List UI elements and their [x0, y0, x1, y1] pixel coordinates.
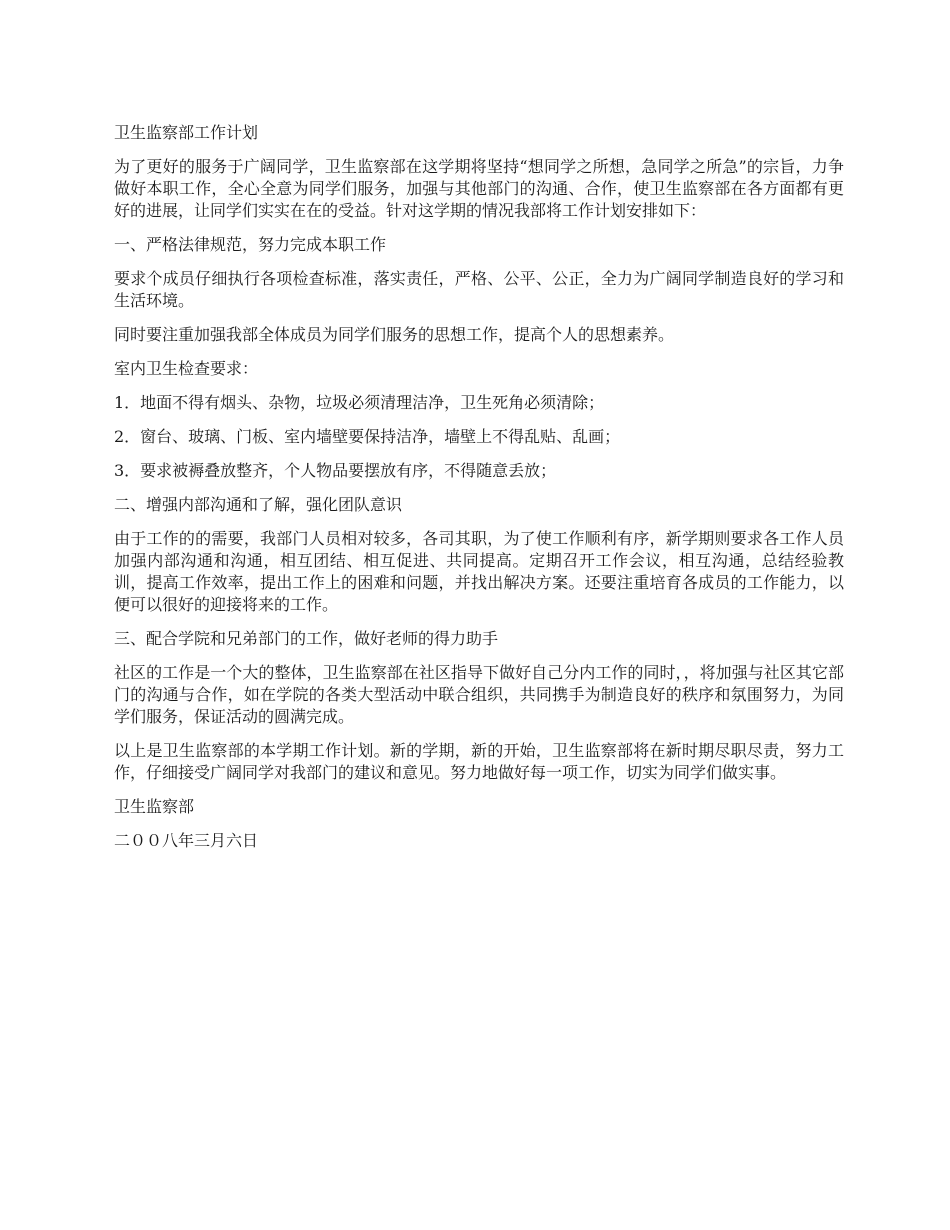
section-3-paragraph-1: 社区的工作是一个大的整体，卫生监察部在社区指导下做好自己分内工作的同时，，将加强与社区其它部门的沟通与合作，如在学院的各类大型活动中联合组织，共同携手为制造良好的秩序和氛围努力，为同学们服务，保证活动的圆满完成。 — [114, 663, 844, 726]
checklist-item-3: 3．要求被褥叠放整齐，个人物品要摆放有序，不得随意丢放； — [114, 461, 557, 480]
section-1-heading: 一、严格法律规范，努力完成本职工作 — [114, 235, 387, 254]
section-1-paragraph-1: 要求个成员仔细执行各项检查标准，落实责任，严格、公平、公正，全力为广阔同学制造良好的学习和生活环境。 — [114, 269, 844, 310]
signature: 卫生监察部 — [114, 797, 195, 816]
intro-paragraph: 为了更好的服务于广阔同学，卫生监察部在这学期将坚持“想同学之所想，急同学之所急”的宗旨，力争做好本职工作，全心全意为同学们服务，加强与其他部门的沟通、合作，使卫生监察部在各方面都有更好的进展，让同学们实实在在的受益。针对这学期的情况我部将工作计划安排如下： — [114, 157, 844, 220]
document-date: 二００八年三月六日 — [114, 831, 259, 850]
section-2-heading: 二、增强内部沟通和了解，强化团队意识 — [114, 495, 403, 514]
document-page — [114, 122, 844, 864]
section-1-paragraph-2: 同时要注重加强我部全体成员为同学们服务的思想工作，提高个人的思想素养。 — [114, 325, 675, 344]
checklist-title: 室内卫生检查要求： — [114, 359, 259, 378]
closing-paragraph: 以上是卫生监察部的本学期工作计划。新的学期，新的开始，卫生监察部将在新时期尽职尽责，努力工作，仔细接受广阔同学对我部门的建议和意见。努力地做好每一项工作，切实为同学们做实事。 — [114, 741, 844, 782]
document-title: 卫生监察部工作计划 — [114, 123, 259, 142]
section-2-paragraph-1: 由于工作的的需要，我部门人员相对较多，各司其职，为了使工作顺利有序，新学期则要求各工作人员加强内部沟通和沟通，相互团结、相互促进、共同提高。定期召开工作会议，相互沟通，总结经验教训，提高工作效率，提出工作上的困难和问题，并找出解决方案。还要注重培育各成员的工作能力，以便可以很好的迎接将来的工作。 — [114, 529, 844, 614]
checklist-item-2: 2．窗台、玻璃、门板、室内墙壁要保持洁净，墙壁上不得乱贴、乱画； — [114, 427, 621, 446]
checklist-item-1: 1．地面不得有烟头、杂物，垃圾必须清理洁净，卫生死角必须清除； — [114, 393, 605, 412]
section-3-heading: 三、配合学院和兄弟部门的工作，做好老师的得力助手 — [114, 629, 499, 648]
